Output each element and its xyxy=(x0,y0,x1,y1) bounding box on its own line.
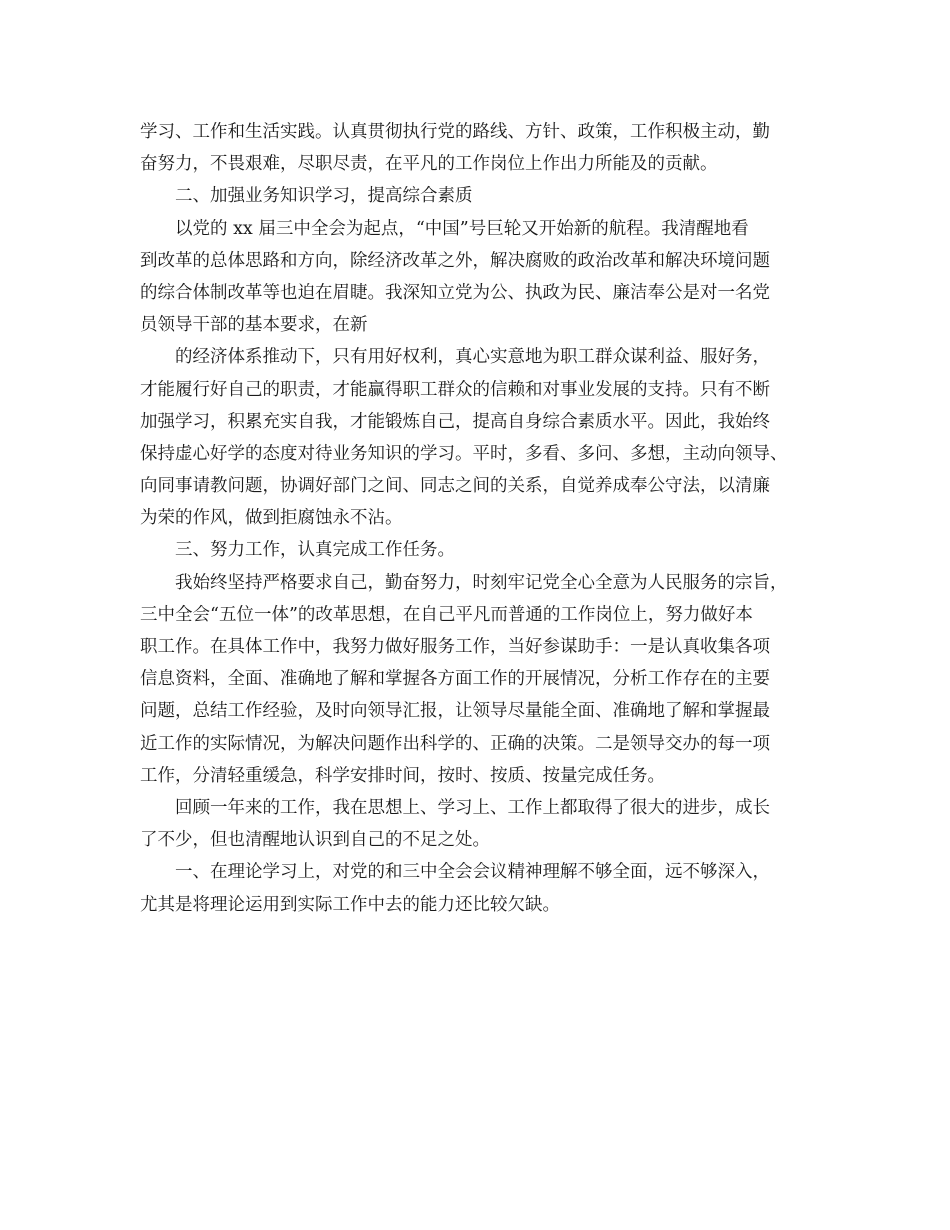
section-heading: 三、努力工作，认真完成工作任务。 xyxy=(175,540,455,561)
text-line: 一、在理论学习上，对党的和三中全会会议精神理解不够全面，远不够深入， xyxy=(175,862,770,883)
text-line: 了不少，但也清醒地认识到自己的不足之处。 xyxy=(140,830,490,851)
text-line: 三中全会“五位一体”的改革思想，在自己平凡而普通的工作岗位上，努力做好本 xyxy=(140,604,753,625)
text-line: 我始终坚持严格要求自己，勤奋努力，时刻牢记党全心全意为人民服务的宗旨， xyxy=(175,572,788,593)
document-body xyxy=(140,116,830,921)
text-line: 尤其是将理论运用到实际工作中去的能力还比较欠缺。 xyxy=(140,894,560,915)
text-line: 奋努力，不畏艰难，尽职尽责，在平凡的工作岗位上作出力所能及的贡献。 xyxy=(140,154,718,175)
text-line: 职工作。在具体工作中，我努力做好服务工作，当好参谋助手：一是认真收集各项 xyxy=(140,637,770,657)
text-line: 为荣的作风，做到拒腐蚀永不沾。 xyxy=(140,508,403,529)
text-line: 员领导干部的基本要求，在新 xyxy=(140,315,368,336)
text-line: 的综合体制改革等也迫在眉睫。我深知立党为公、执政为民、廉洁奉公是对一名党 xyxy=(140,282,770,303)
text-line: 回顾一年来的工作，我在思想上、学习上、工作上都取得了很大的进步，成长 xyxy=(175,797,770,818)
text-line: 近工作的实际情况，为解决问题作出科学的、正确的决策。二是领导交办的每一项 xyxy=(140,733,770,754)
text-line: 向同事请教问题，协调好部门之间、同志之间的关系，自觉养成奉公守法，以清廉 xyxy=(140,476,770,497)
text-line: 问题，总结工作经验，及时向领导汇报，让领导尽量能全面、准确地了解和掌握最 xyxy=(140,701,770,722)
text-line: 的经济体系推动下，只有用好权利，真心实意地为职工群众谋利益、服好务， xyxy=(175,347,770,368)
section-heading: 二、加强业务知识学习，提高综合素质 xyxy=(175,186,473,207)
text-line: 工作，分清轻重缓急，科学安排时间，按时、按质、按量完成任务。 xyxy=(140,765,665,786)
text-line: 保持虚心好学的态度对待业务知识的学习。平时，多看、多问、多想，主动向领导、 xyxy=(140,443,788,464)
text-line: 以党的 xx 届三中全会为起点，“中国”号巨轮又开始新的航程。我清醒地看 xyxy=(175,218,749,239)
text-line: 加强学习，积累充实自我，才能锻炼自己，提高自身综合素质水平。因此，我始终 xyxy=(140,411,770,432)
text-line: 到改革的总体思路和方向，除经济改革之外，解决腐败的政治改革和解决环境问题 xyxy=(140,250,770,271)
text-line: 学习、工作和生活实践。认真贯彻执行党的路线、方针、政策，工作积极主动，勤 xyxy=(140,122,770,142)
text-line: 信息资料，全面、准确地了解和掌握各方面工作的开展情况，分析工作存在的主要 xyxy=(140,669,770,690)
text-line: 才能履行好自己的职责，才能赢得职工群众的信赖和对事业发展的支持。只有不断 xyxy=(140,379,770,400)
